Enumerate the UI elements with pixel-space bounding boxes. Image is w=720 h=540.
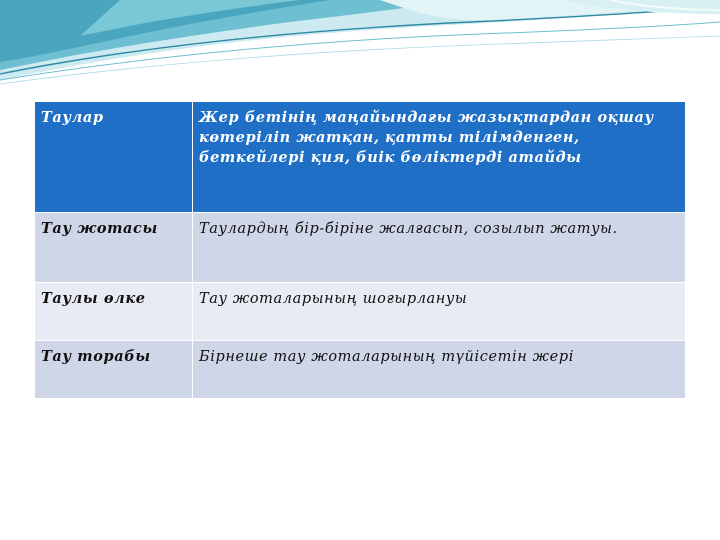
- decorative-wave-header: [0, 0, 720, 90]
- definition-cell: Таулардың бір-біріне жалғасып, созылып жатуы.: [193, 213, 686, 283]
- table-row: [35, 283, 686, 341]
- table-header-row: [35, 102, 686, 213]
- header-definition-cell: Жер бетінің маңайындағы жазықтардан оқшау көтеріліп жатқан, қатты тілімденген, беткейлері қия, биік бөліктерді атайды: [193, 102, 686, 213]
- table-row: [35, 213, 686, 283]
- term-cell: Тау жотасы: [35, 213, 193, 283]
- term-cell: Таулы өлке: [35, 283, 193, 341]
- header-term-cell: Таулар: [35, 102, 193, 213]
- definition-cell: Бірнеше тау жоталарының түйісетін жері: [193, 341, 686, 399]
- term-cell: Тау торабы: [35, 341, 193, 399]
- terms-table: [34, 101, 686, 399]
- table-row: [35, 341, 686, 399]
- definition-cell: Тау жоталарының шоғырлануы: [193, 283, 686, 341]
